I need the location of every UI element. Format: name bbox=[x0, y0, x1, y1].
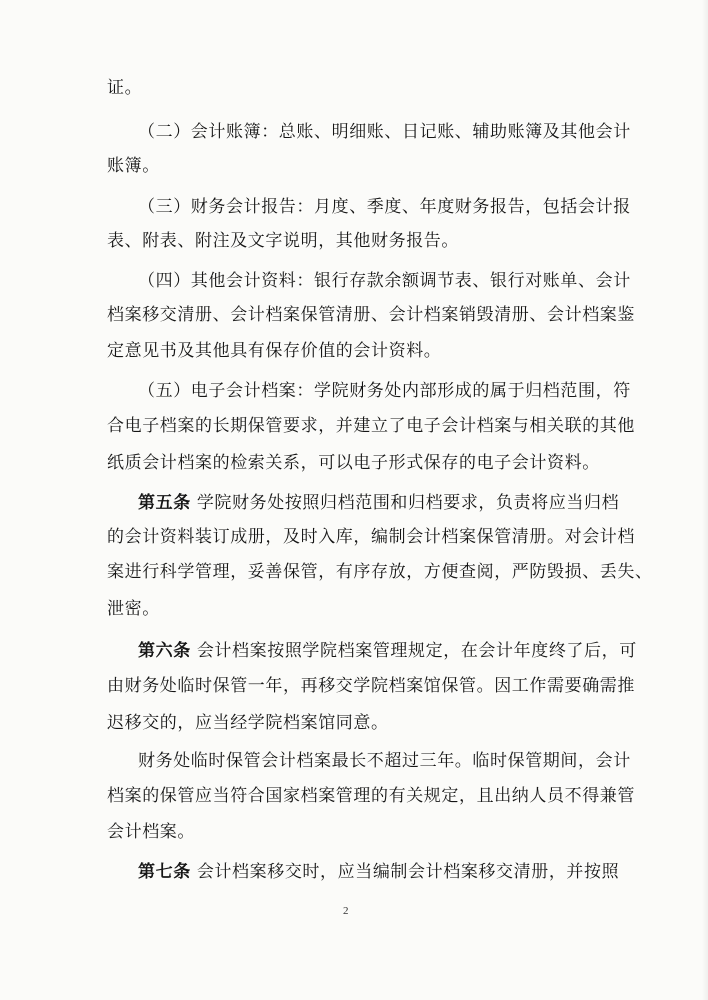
text-line: 的会计资料装订成册，及时入库，编制会计档案保管清册。对会计档 bbox=[107, 527, 635, 547]
article-line: 第六条 会计档案按照学院档案管理规定，在会计年度终了后，可 bbox=[138, 641, 637, 661]
article-label: 第五条 bbox=[138, 493, 191, 513]
text-line: 由财务处临时保管一年，再移交学院档案馆保管。因工作需要确需推 bbox=[107, 676, 635, 696]
article-label: 第六条 bbox=[138, 641, 191, 661]
text-line: （五）电子会计档案：学院财务处内部形成的属于归档范围，符 bbox=[138, 381, 631, 401]
article-label: 第七条 bbox=[138, 862, 191, 882]
text-line: 泄密。 bbox=[107, 599, 160, 619]
text-line: 定意见书及其他具有保存价值的会计资料。 bbox=[107, 341, 442, 361]
text-line: （四）其他会计资料：银行存款余额调节表、银行对账单、会计 bbox=[138, 271, 631, 291]
text-line: 档案的保管应当符合国家档案管理的有关规定，且出纳人员不得兼管 bbox=[107, 786, 635, 806]
text-line: （三）财务会计报告：月度、季度、年度财务报告，包括会计报 bbox=[138, 197, 631, 217]
article-line: 第七条 会计档案移交时，应当编制会计档案移交清册，并按照 bbox=[138, 862, 620, 882]
text-line: 证。 bbox=[107, 78, 143, 98]
text-line: 案进行科学管理，妥善保管，有序存放，方便查阅，严防毁损、丢失、 bbox=[107, 562, 653, 582]
text-line: 迟移交的，应当经学院档案馆同意。 bbox=[107, 713, 389, 733]
text-line: 账簿。 bbox=[107, 156, 160, 176]
text-line: 会计档案。 bbox=[107, 822, 195, 842]
article-line: 第五条 学院财务处按照归档范围和归档要求，负责将应当归档 bbox=[138, 493, 620, 513]
text-line: 表、附表、附注及文字说明，其他财务报告。 bbox=[107, 231, 459, 251]
text-line: （二）会计账簿：总账、明细账、日记账、辅助账簿及其他会计 bbox=[138, 122, 631, 142]
text-line: 档案移交清册、会计档案保管清册、会计档案销毁清册、会计档案鉴 bbox=[107, 305, 635, 325]
text-line: 合电子档案的长期保管要求，并建立了电子会计档案与相关联的其他 bbox=[107, 416, 635, 436]
text-line: 财务处临时保管会计档案最长不超过三年。临时保管期间，会计 bbox=[138, 751, 631, 771]
text-line: 纸质会计档案的检索关系，可以电子形式保存的电子会计资料。 bbox=[107, 453, 600, 473]
page-number: 2 bbox=[343, 905, 349, 917]
scan-edge bbox=[702, 0, 708, 1000]
